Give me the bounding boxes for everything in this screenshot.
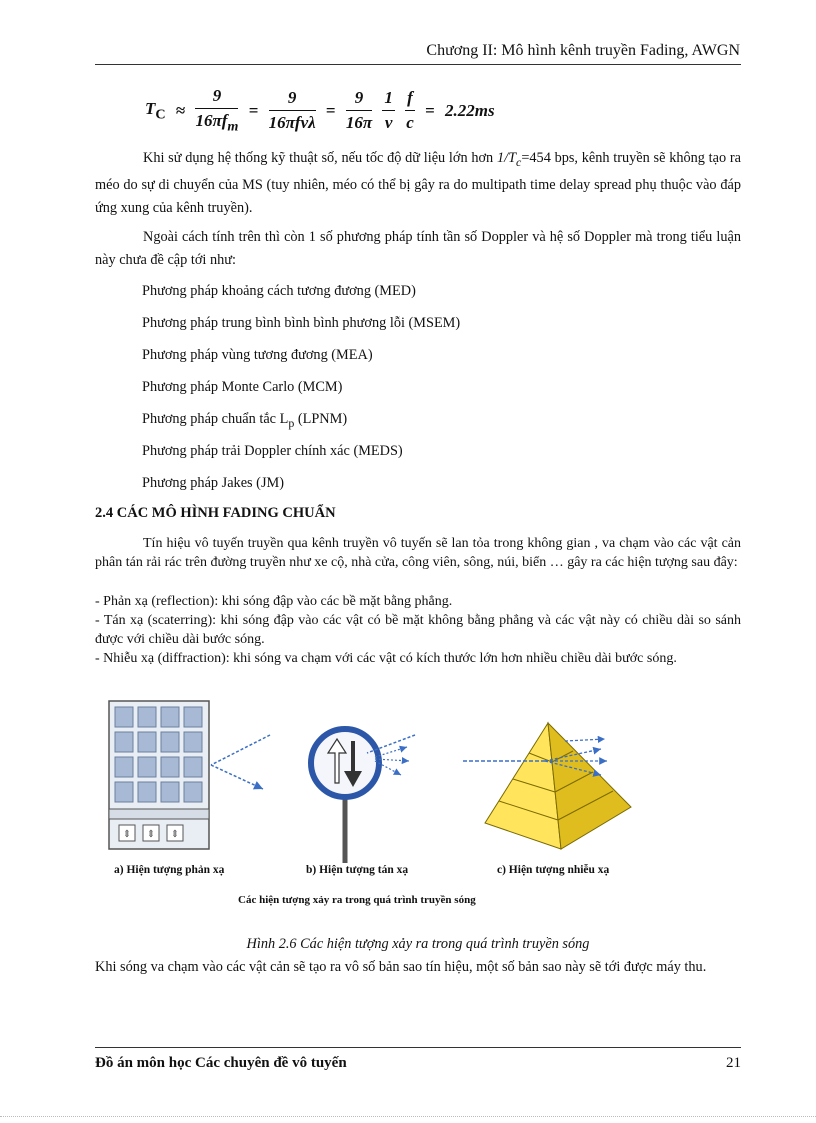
- formula-equals-2: =: [325, 100, 336, 120]
- method-item: Phương pháp trung bình bình bình phương lỗi (MSEM): [142, 315, 461, 331]
- header-rule: [95, 64, 741, 65]
- building-illustration: [109, 701, 209, 849]
- diffracted-ray: [565, 739, 605, 741]
- figure-label-scattering: b) Hiện tượng tán xạ: [306, 864, 409, 876]
- figure-caption: Hình 2.6 Các hiện tượng xảy ra trong quá trình truyền sóng: [246, 936, 590, 952]
- footer-title: Đồ án môn học Các chuyên đề vô tuyến: [95, 1055, 347, 1071]
- formula-fraction-5: $\frac{f}{c}$: [406, 88, 414, 133]
- footer-rule: [95, 1047, 741, 1048]
- bullet-scattering: - Tán xạ (scaterring): khi sóng đập vào các vật có bề mặt không bằng phẳng và các vật này có chiều dài so sánh được với chiều dài bước sóng.: [95, 613, 741, 647]
- method-item: Phương pháp Jakes (JM): [142, 475, 284, 491]
- svg-text:⇕: ⇕: [170, 829, 180, 840]
- paragraph-methods-intro: Ngoài cách tính trên thì còn 1 số phương pháp tính tần số Doppler và hệ số Doppler mà trong tiểu luận này chưa đề cập tới như:: [95, 229, 741, 268]
- method-item: Phương pháp khoảng cách tương đương (MED): [142, 283, 416, 299]
- figure-label-diffraction: c) Hiện tượng nhiễu xạ: [497, 864, 610, 876]
- formula-fraction-1: $\frac{9}{16\pi f_m}$: [195, 86, 239, 135]
- doppler-formula: [142, 86, 498, 135]
- reflected-ray: [211, 765, 263, 789]
- figure-label-reflection: a) Hiện tượng phản xạ: [114, 864, 225, 876]
- incident-ray: [211, 735, 270, 765]
- formula-fraction-3: $\frac{9}{16\pi}$: [345, 88, 373, 133]
- page-number: 21: [726, 1055, 741, 1071]
- paragraph-data-rate: Khi sử dụng hệ thống kỹ thuật số, nếu tốc độ dữ liệu lớn hơn $1/T_c=454$ bps, kênh truyền sẽ không tạo ra méo do sự di chuyển của MS (tuy nhiên, méo có thể bị gây ra do multipath time delay spread phụ thuộc vào đáp ứng xung của kênh truyền).: [95, 150, 741, 216]
- formula-fraction-4: $\frac{1}{v}$: [384, 88, 393, 133]
- formula-approx: ≈: [175, 100, 186, 120]
- pyramid-illustration: [485, 723, 631, 849]
- paragraph-propagation: Tín hiệu vô tuyến truyền qua kênh truyền vô tuyến sẽ lan tỏa trong không gian , va chạm vào các vật cản phân tán rải rác trên đường truyền như xe cộ, nhà cửa, công viên, sông, núi, biển … gây ra các hiện tượng sau đây:: [95, 536, 741, 570]
- bullet-reflection: - Phản xạ (reflection): khi sóng đập vào các bề mặt bằng phẳng.: [95, 594, 453, 609]
- figure-inner-caption: Các hiện tượng xảy ra trong quá trình truyền sóng: [238, 894, 476, 906]
- svg-text:⇕: ⇕: [122, 829, 132, 840]
- method-item: Phương pháp trải Doppler chính xác (MEDS): [142, 443, 403, 459]
- method-item: Phương pháp vùng tương đương (MEA): [142, 347, 373, 363]
- page-bottom-border: [0, 1116, 816, 1117]
- page-header: Chương II: Mô hình kênh truyền Fading, AWGN: [426, 42, 740, 59]
- method-item: Phương pháp Monte Carlo (MCM): [142, 379, 343, 395]
- formula-lhs: $T_C$: [145, 98, 166, 122]
- bullet-diffraction: - Nhiễu xạ (diffraction): khi sóng va chạm với các vật có kích thước lớn hơn nhiều chiều dài bước sóng.: [95, 651, 677, 666]
- sign-illustration: [311, 729, 379, 863]
- paragraph-copies: Khi sóng va chạm vào các vật cản sẽ tạo ra vô số bản sao tín hiệu, một số bản sao này sẽ tới được máy thu.: [95, 959, 707, 975]
- method-item: Phương pháp chuẩn tắc $L_p$ (LPNM): [142, 411, 348, 430]
- section-heading: 2.4 CÁC MÔ HÌNH FADING CHUẨN: [95, 505, 336, 521]
- propagation-figure: [95, 695, 655, 915]
- formula-equals-3: =: [425, 100, 435, 120]
- formula-result: 2.22ms: [445, 100, 495, 120]
- svg-text:⇕: ⇕: [146, 829, 156, 840]
- formula-equals-1: =: [248, 100, 259, 120]
- formula-fraction-2: $\frac{9}{\text{16πfvλ}}$: [268, 88, 316, 133]
